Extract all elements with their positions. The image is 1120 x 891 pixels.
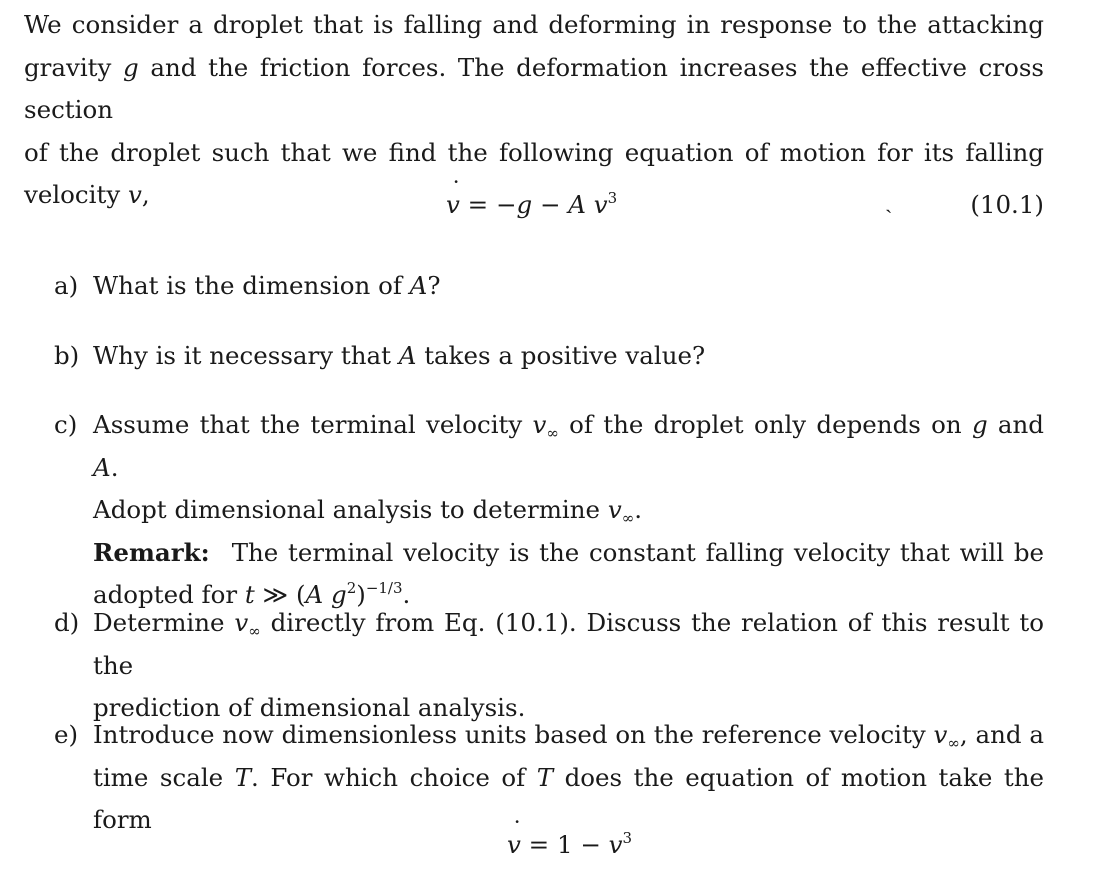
intro-line-1: We consider a droplet that is falling and deforming in response to the attacking — [24, 10, 1044, 39]
remark-label: Remark: — [93, 537, 210, 567]
question-text: Determine $v_\infty$ directly from Eq. (10.1). Discuss the relation of this result to the prediction of dimensional analysis. — [93, 608, 1044, 722]
problem-page — [24, 4, 1044, 834]
question-label: c) — [54, 410, 78, 439]
question-label: b) — [54, 341, 80, 370]
remark: Remark: The terminal velocity is the constant falling velocity that will be — [93, 537, 1044, 567]
question-label: d) — [54, 608, 80, 637]
equation-expression: ˙ $v = 1 - v^3$ — [507, 830, 632, 859]
stray-mark: ˎ — [885, 189, 893, 214]
equation-10-1 — [24, 190, 1044, 230]
question-c — [24, 404, 1044, 617]
intro-paragraph — [24, 4, 1044, 217]
question-a — [24, 265, 1044, 308]
intro-line-3: of the droplet such that we find the following equation of motion for its falling — [24, 137, 1044, 167]
question-text: Introduce now dimensionless units based on the reference velocity $v_\infty$, and a time scale T. For which choice of T does the equation of motion take the form — [93, 720, 1044, 834]
question-d — [24, 602, 1044, 730]
intro-line-2: gravity g and the friction forces. The deformation increases the effective cross section — [24, 52, 1044, 124]
question-text: Assume that the terminal velocity $v_\infty$ of the droplet only depends on g and A. Adopt dimensional analysis to determine $v_\infty$. Remark: The terminal velocity is the constant falling velocity that will be adopted for t ≫ (A $g^2)^{-1/3}$. — [93, 410, 1044, 609]
question-label: a) — [54, 271, 79, 300]
equation-number: (10.1) — [970, 190, 1044, 219]
question-b — [24, 335, 1044, 378]
equation-expression: ˙ v = −g − A $v^3$ — [446, 190, 617, 219]
question-label: e) — [54, 720, 79, 749]
question-e — [24, 714, 1044, 842]
intro-line-4: velocity v, — [24, 180, 150, 209]
question-text: What is the dimension of A? — [93, 271, 441, 300]
question-text: Why is it necessary that A takes a positive value? — [93, 341, 706, 370]
